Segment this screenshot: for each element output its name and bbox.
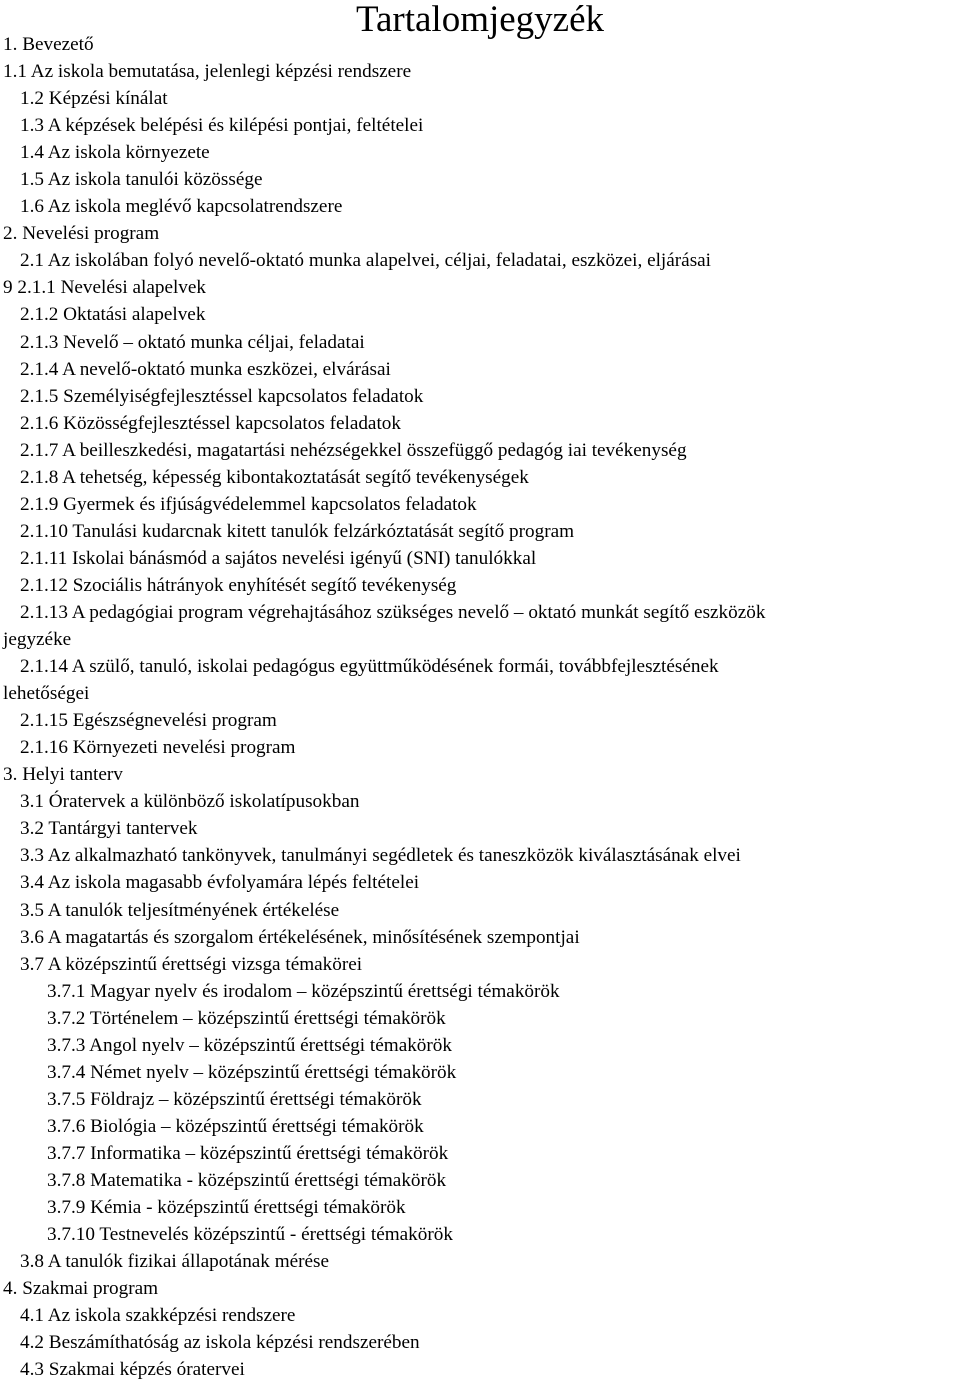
toc-entry[interactable]: 3.7 A középszintű érettségi vizsga témakörei	[20, 953, 363, 975]
toc-entry[interactable]: 2.1.5 Személyiségfejlesztéssel kapcsolatos feladatok	[20, 385, 424, 407]
toc-entry[interactable]: 2.1.6 Közösségfejlesztéssel kapcsolatos feladatok	[20, 412, 401, 434]
toc-entry[interactable]: lehetőségei	[3, 683, 90, 705]
toc-entry[interactable]: 3.7.4 Német nyelv – középszintű érettségi témakörök	[47, 1061, 457, 1083]
toc-entry[interactable]: 2.1.2 Oktatási alapelvek	[20, 304, 206, 326]
toc-entry[interactable]: 3.8 A tanulók fizikai állapotának mérése	[20, 1251, 330, 1273]
toc-entry[interactable]: 4.3 Szakmai képzés óratervei	[20, 1359, 245, 1381]
toc-entry[interactable]: 3.6 A magatartás és szorgalom értékelésének, minősítésének szempontjai	[20, 926, 580, 948]
toc-entry[interactable]: 4.2 Beszámíthatóság az iskola képzési rendszerében	[20, 1332, 420, 1354]
toc-entry[interactable]: 3.7.7 Informatika – középszintű érettségi témakörök	[47, 1142, 449, 1164]
toc-entry[interactable]: 2.1.8 A tehetség, képesség kibontakoztatását segítő tevékenységek	[20, 466, 529, 488]
toc-entry[interactable]: jegyzéke	[3, 629, 72, 651]
toc-entry[interactable]: 2.1.3 Nevelő – oktató munka céljai, feladatai	[20, 331, 365, 353]
toc-entry[interactable]: 3.7.2 Történelem – középszintű érettségi témakörök	[47, 1007, 446, 1029]
toc-entry[interactable]: 3.7.3 Angol nyelv – középszintű érettségi témakörök	[47, 1034, 452, 1056]
toc-entry[interactable]: 4.1 Az iskola szakképzési rendszere	[20, 1305, 296, 1327]
toc-entry[interactable]: 3.7.8 Matematika - középszintű érettségi témakörök	[47, 1169, 447, 1191]
toc-entry[interactable]: 3.1 Óratervek a különböző iskolatípusokban	[20, 791, 360, 813]
toc-entry[interactable]: 2.1.11 Iskolai bánásmód a sajátos nevelési igényű (SNI) tanulókkal	[20, 547, 537, 569]
toc-entry[interactable]: 2.1.12 Szociális hátrányok enyhítését segítő tevékenység	[20, 574, 457, 596]
toc-entry[interactable]: 1.2 Képzési kínálat	[20, 88, 168, 110]
toc-entry[interactable]: 3.7.10 Testnevelés középszintű - érettségi témakörök	[47, 1224, 453, 1246]
toc-entry[interactable]: 3.7.6 Biológia – középszintű érettségi témakörök	[47, 1115, 424, 1137]
toc-entry[interactable]: 2.1.9 Gyermek és ifjúságvédelemmel kapcsolatos feladatok	[20, 493, 477, 515]
toc-entry[interactable]: 3.5 A tanulók teljesítményének értékelése	[20, 899, 340, 921]
toc-entry[interactable]: 3.7.9 Kémia - középszintű érettségi témakörök	[47, 1197, 406, 1219]
toc-entry[interactable]: 3.7.1 Magyar nyelv és irodalom – középszintű érettségi témakörök	[47, 980, 560, 1002]
toc-entry[interactable]: 2. Nevelési program	[3, 223, 160, 245]
toc-entry[interactable]: 2.1 Az iskolában folyó nevelő-oktató munka alapelvei, céljai, feladatai, eszközei, eljárásai	[20, 250, 712, 272]
table-of-contents	[0, 31, 960, 1383]
toc-entry[interactable]: 2.1.7 A beilleszkedési, magatartási nehézségekkel összefüggő pedagóg iai tevékenység	[20, 439, 687, 461]
toc-entry[interactable]: 2.1.10 Tanulási kudarcnak kitett tanulók felzárkóztatását segítő program	[20, 520, 575, 542]
page-title: Tartalomjegyzék	[355, 0, 605, 40]
toc-entry[interactable]: 3.2 Tantárgyi tantervek	[20, 818, 198, 840]
toc-entry[interactable]: 3. Helyi tanterv	[3, 764, 123, 786]
toc-entry[interactable]: 3.4 Az iskola magasabb évfolyamára lépés feltételei	[20, 872, 420, 894]
toc-entry[interactable]: 4. Szakmai program	[3, 1278, 159, 1300]
toc-entry[interactable]: 2.1.13 A pedagógiai program végrehajtásához szükséges nevelő – oktató munkát segítő eszközök	[20, 601, 766, 623]
toc-entry[interactable]: 2.1.15 Egészségnevelési program	[20, 710, 277, 732]
toc-entry[interactable]: 3.3 Az alkalmazható tankönyvek, tanulmányi segédletek és taneszközök kiválasztásának elvei	[20, 845, 741, 867]
toc-entry[interactable]: 1. Bevezető	[3, 34, 94, 55]
toc-entry[interactable]: 2.1.4 A nevelő-oktató munka eszközei, elvárásai	[20, 358, 391, 380]
toc-entry[interactable]: 3.7.5 Földrajz – középszintű érettségi témakörök	[47, 1088, 422, 1110]
toc-entry[interactable]: 1.5 Az iskola tanulói közössége	[20, 169, 263, 191]
toc-entry[interactable]: 1.1 Az iskola bemutatása, jelenlegi képzési rendszere	[3, 61, 412, 83]
toc-entry[interactable]: 1.4 Az iskola környezete	[20, 142, 210, 164]
toc-entry[interactable]: 9 2.1.1 Nevelési alapelvek	[3, 277, 206, 299]
toc-entry[interactable]: 2.1.14 A szülő, tanuló, iskolai pedagógus együttműködésének formái, továbbfejlesztésének	[20, 656, 719, 678]
toc-entry[interactable]: 2.1.16 Környezeti nevelési program	[20, 737, 296, 759]
toc-entry[interactable]: 1.6 Az iskola meglévő kapcsolatrendszere	[20, 196, 343, 218]
toc-entry[interactable]: 1.3 A képzések belépési és kilépési pontjai, feltételei	[20, 115, 424, 137]
